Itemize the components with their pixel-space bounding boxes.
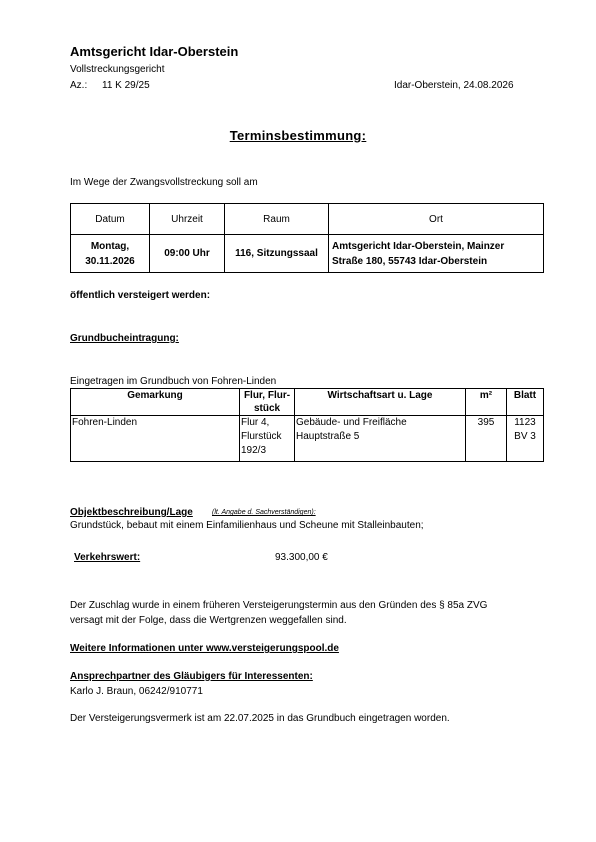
header-blatt: Blatt — [507, 389, 544, 416]
header-datum: Datum — [71, 204, 150, 235]
appointment-place: Amtsgericht Idar-Oberstein, Mainzer Straße 180, 55743 Idar-Oberstein — [329, 235, 544, 273]
land-register-heading: Grundbucheintragung: — [70, 333, 179, 344]
contact-text: Karlo J. Braun, 06242/910771 — [70, 686, 203, 697]
land-register-header-row — [71, 389, 544, 416]
court-name: Amtsgericht Idar-Oberstein — [70, 44, 239, 59]
header-m2: m² — [466, 389, 507, 416]
register-note: Der Versteigerungsvermerk ist am 22.07.2025 in das Grundbuch eingetragen worden. — [70, 713, 450, 724]
appointment-time: 09:00 Uhr — [150, 235, 225, 273]
object-description-heading: Objektbeschreibung/Lage — [70, 507, 193, 518]
appointment-room: 116, Sitzungssaal — [225, 235, 329, 273]
header-wirtschaftsart: Wirtschaftsart u. Lage — [295, 389, 466, 416]
appointment-date: Montag, 30.11.2026 — [71, 235, 150, 273]
header-ort: Ort — [329, 204, 544, 235]
auction-statement: öffentlich versteigert werden: — [70, 290, 211, 301]
cell-blatt: 1123 BV 3 — [507, 416, 544, 462]
cell-gemarkung: Fohren-Linden — [71, 416, 240, 462]
header-gemarkung: Gemarkung — [71, 389, 240, 416]
appointment-header-row — [71, 204, 544, 235]
info-link[interactable]: Weitere Informationen unter www.versteigerungspool.de — [70, 643, 339, 654]
zuschlag-text-line2: versagt mit der Folge, dass die Wertgrenzen weggefallen sind. — [70, 615, 347, 626]
object-description-note: (lt. Angabe d. Sachverständigen): — [212, 509, 316, 516]
cell-wirtschaftsart: Gebäude- und Freifläche Hauptstraße 5 — [295, 416, 466, 462]
cell-flur: Flur 4, Flurstück 192/3 — [240, 416, 295, 462]
intro-text: Im Wege der Zwangsvollstreckung soll am — [70, 177, 258, 188]
header-flur: Flur, Flur- stück — [240, 389, 295, 416]
market-value-amount: 93.300,00 € — [275, 552, 328, 563]
land-register-row — [71, 416, 544, 462]
document-title: Terminsbestimmung: — [229, 128, 367, 143]
object-description-text: Grundstück, bebaut mit einem Einfamilienhaus und Scheune mit Stalleinbauten; — [70, 520, 424, 531]
place-date: Idar-Oberstein, 24.08.2026 — [394, 80, 514, 91]
appointment-table — [70, 203, 544, 273]
land-register-intro: Eingetragen im Grundbuch von Fohren-Linden — [70, 376, 277, 387]
file-number-value: 11 K 29/25 — [102, 80, 150, 91]
court-department: Vollstreckungsgericht — [70, 64, 165, 75]
header-raum: Raum — [225, 204, 329, 235]
land-register-table — [70, 388, 544, 462]
cell-m2: 395 — [466, 416, 507, 462]
appointment-value-row — [71, 235, 544, 273]
zuschlag-text-line1: Der Zuschlag wurde in einem früheren Versteigerungstermin aus den Gründen des § 85a ZVG — [70, 600, 488, 611]
market-value-label: Verkehrswert: — [74, 552, 141, 563]
file-number-label: Az.: — [70, 80, 88, 91]
contact-heading: Ansprechpartner des Gläubigers für Interessenten: — [70, 671, 313, 682]
header-uhrzeit: Uhrzeit — [150, 204, 225, 235]
